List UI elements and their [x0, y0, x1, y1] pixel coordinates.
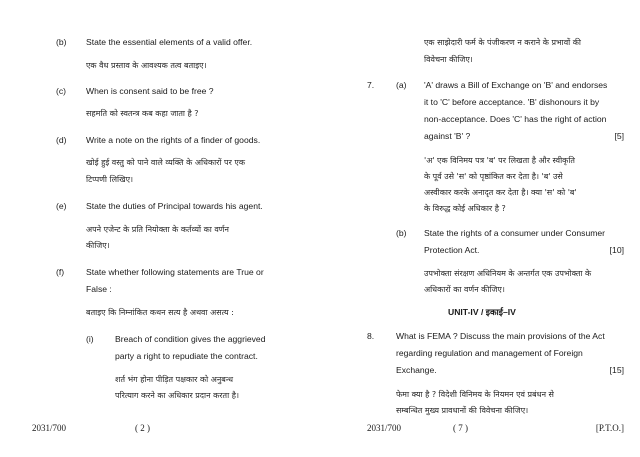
- sub-item-label-i: (i): [86, 334, 94, 344]
- question-7a-hindi-line3: अस्वीकार करके अनादृत कर देता है। क्या 'स' को 'ब': [424, 188, 577, 197]
- item-label-d: (d): [56, 135, 67, 145]
- item-e-hindi-line1: अपने एजेन्ट के प्रति नियोक्ता के कर्तव्यों का वर्णन: [86, 225, 229, 234]
- question-8-number: 8.: [367, 331, 375, 341]
- item-c-english: When is consent said to be free ?: [86, 86, 214, 96]
- sub-item-i-hindi-line2: परित्याग करने का अधिकार प्रदान करता है।: [115, 391, 239, 400]
- question-7b-hindi-line1: उपभोक्ता संरक्षण अधिनियम के अन्तर्गत एक उपभोक्ता के: [424, 269, 592, 278]
- pto-marker: [P.T.O.]: [595, 423, 624, 433]
- item-f-english-line2: False :: [86, 284, 112, 294]
- right-footer-page-number: ( 7 ): [453, 423, 468, 433]
- question-7-number: 7.: [367, 80, 375, 90]
- question-7a-hindi-line2: के पूर्व उसे 'स' को पृष्ठांकित कर देता है। 'ब' उसे: [424, 172, 563, 181]
- item-d-hindi-line2: टिप्पणी लिखिए।: [86, 175, 134, 184]
- item-d-hindi-line1: खोई हुई वस्तु को पाने वाले व्यक्ति के अधिकारों पर एक: [86, 158, 245, 167]
- item-f-hindi: बताइए कि निम्नांकित कथन सत्य है अथवा असत्य :: [86, 308, 234, 317]
- question-8-hindi-line2: सम्बन्धित मुख्य प्रावधानों की विवेचना कीजिए।: [396, 406, 529, 415]
- item-b-hindi: एक वैध प्रस्ताव के आवश्यक तत्व बताइए।: [86, 61, 207, 70]
- sub-item-i-english-line1: Breach of condition gives the aggrieved: [115, 334, 266, 344]
- question-7a-hindi-line4: के विरुद्ध कोई अधिकार है ?: [424, 204, 506, 213]
- question-7b-marks: [10]: [609, 245, 624, 255]
- item-d-english: Write a note on the rights of a finder of goods.: [86, 135, 261, 145]
- item-e-hindi-line2: कीजिए।: [86, 241, 110, 250]
- unit-heading: UNIT-IV / इकाई–IV: [448, 307, 516, 317]
- question-7a-english-line4: against 'B' ?: [424, 131, 471, 141]
- sub-item-i-english-line2: party a right to repudiate the contract.: [115, 351, 258, 361]
- carry-over-hindi-line1: एक साझेदारी फर्म के पंजीकरण न कराने के प्रभावों की: [424, 38, 581, 47]
- question-7a-label: (a): [396, 80, 407, 90]
- question-7a-hindi-line1: 'अ' एक विनिमय पत्र 'ब' पर लिखता है और स्वीकृति: [424, 156, 575, 165]
- item-label-b: (b): [56, 37, 67, 47]
- item-f-english-line1: State whether following statements are True or: [86, 267, 264, 277]
- left-footer-page-number: ( 2 ): [135, 423, 150, 433]
- question-8-english-line1: What is FEMA ? Discuss the main provisions of the Act: [396, 331, 605, 341]
- question-7a-marks: [5]: [614, 131, 624, 141]
- question-7a-english-line2: it to 'C' before acceptance. 'B' dishonours it by: [424, 97, 600, 107]
- question-8-english-line3: Exchange.: [396, 365, 437, 375]
- carry-over-hindi-line2: विवेचना कीजिए।: [424, 55, 473, 64]
- item-label-f: (f): [56, 267, 65, 277]
- right-page: [320, 0, 640, 457]
- question-7b-english-line2: Protection Act.: [424, 245, 480, 255]
- item-label-e: (e): [56, 201, 67, 211]
- question-7a-english-line1: 'A' draws a Bill of Exchange on 'B' and endorses: [424, 80, 608, 90]
- question-7b-label: (b): [396, 228, 407, 238]
- question-8-marks: [15]: [609, 365, 624, 375]
- sub-item-i-hindi-line1: शर्त भंग होना पीड़ित पक्षकार को अनुबन्ध: [115, 375, 233, 384]
- question-7b-hindi-line2: अधिकारों का वर्णन कीजिए।: [424, 285, 505, 294]
- question-7a-english-line3: non-acceptance. Does 'C' has the right of action: [424, 114, 607, 124]
- left-footer-code: 2031/700: [32, 423, 67, 433]
- item-b-english: State the essential elements of a valid offer.: [86, 37, 253, 47]
- item-label-c: (c): [56, 86, 67, 96]
- item-e-english: State the duties of Principal towards his agent.: [86, 201, 263, 211]
- question-7b-english-line1: State the rights of a consumer under Consumer: [424, 228, 606, 238]
- question-8-english-line2: regarding regulation and management of Foreign: [396, 348, 583, 358]
- question-8-hindi-line1: फेमा क्या है ? विदेशी विनिमय के नियमन एवं प्रबंधन से: [396, 390, 554, 399]
- item-c-hindi: सहमति को स्वतन्त्र कब कहा जाता है ?: [86, 109, 199, 118]
- right-footer-code: 2031/700: [367, 423, 402, 433]
